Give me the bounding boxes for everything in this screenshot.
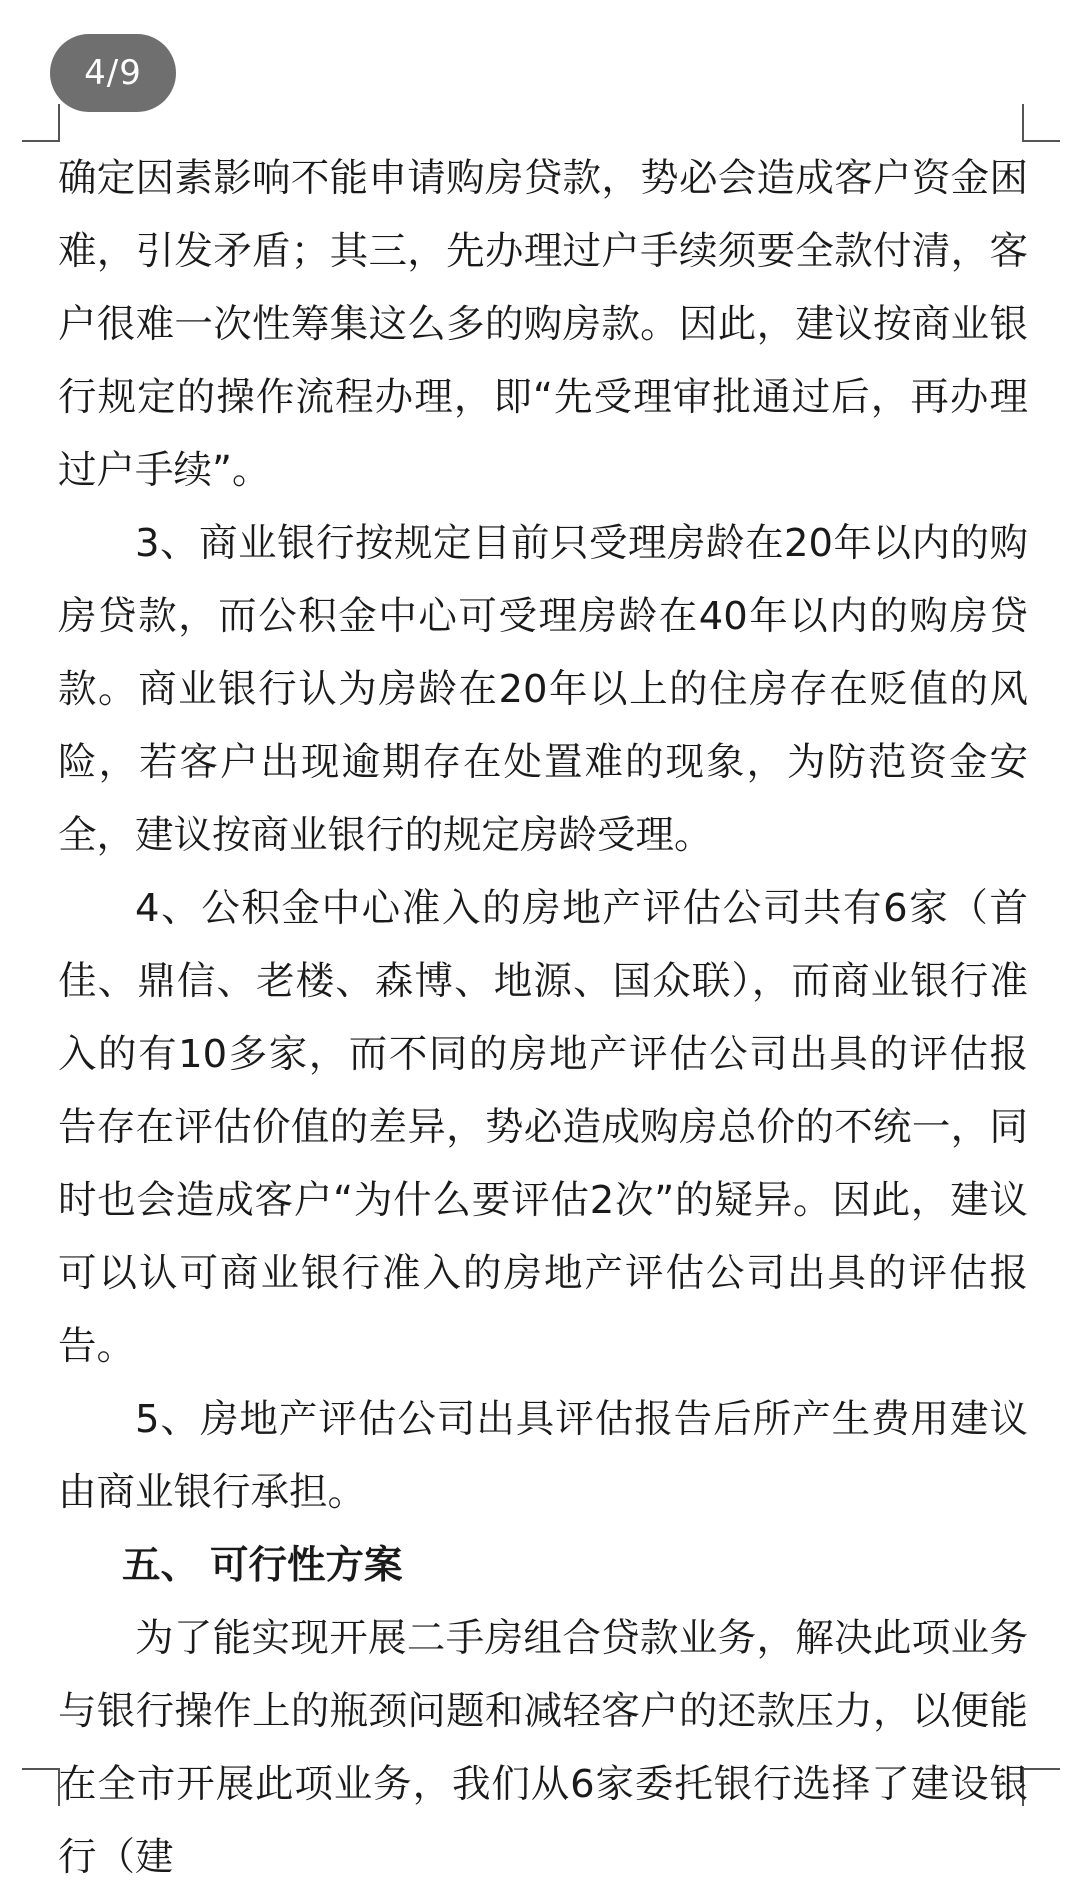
crop-mark-top-left [22, 104, 60, 142]
crop-mark-bottom-left [22, 1768, 60, 1806]
paragraph-item-3: 3、商业银行按规定目前只受理房龄在20年以内的购房贷款，而公积金中心可受理房龄在40年以内的购房贷款。商业银行认为房龄在20年以上的住房存在贬值的风险，若客户出现逾期存在处置难的现象，为防范资金安全，建议按商业银行的规定房龄受理。 [58, 521, 1028, 858]
paragraph-feasibility: 为了能实现开展二手房组合贷款业务，解决此项业务与银行操作上的瓶颈问题和减轻客户的还款压力，以便能在全市开展此项业务，我们从6家委托银行选择了建设银行（建 [58, 1616, 1028, 1880]
paragraph-item-5: 5、房地产评估公司出具评估报告后所产生费用建议由商业银行承担。 [58, 1397, 1028, 1515]
crop-mark-top-right [1022, 104, 1060, 142]
section-heading-number: 五、 [122, 1543, 200, 1588]
paragraph-item-4: 4、公积金中心准入的房地产评估公司共有6家（首佳、鼎信、老楼、森博、地源、国众联），而商业银行准入的有10多家，而不同的房地产评估公司出具的评估报告存在评估价值的差异，势必造成购房总价的不统一，同时也会造成客户“为什么要评估2次”的疑异。因此，建议可以认可商业银行准入的房地产评估公司出具的评估报告。 [58, 886, 1028, 1369]
page-indicator: 4/9 [50, 34, 176, 112]
document-body [58, 142, 1028, 1894]
section-heading-title: 可行性方案 [210, 1543, 403, 1588]
section-heading [58, 1529, 1028, 1602]
paragraph-continuation: 确定因素影响不能申请购房贷款，势必会造成客户资金困难，引发矛盾；其三，先办理过户手续须要全款付清，客户很难一次性筹集这么多的购房款。因此，建议按商业银行规定的操作流程办理，即“先受理审批通过后，再办理过户手续”。 [58, 156, 1028, 493]
